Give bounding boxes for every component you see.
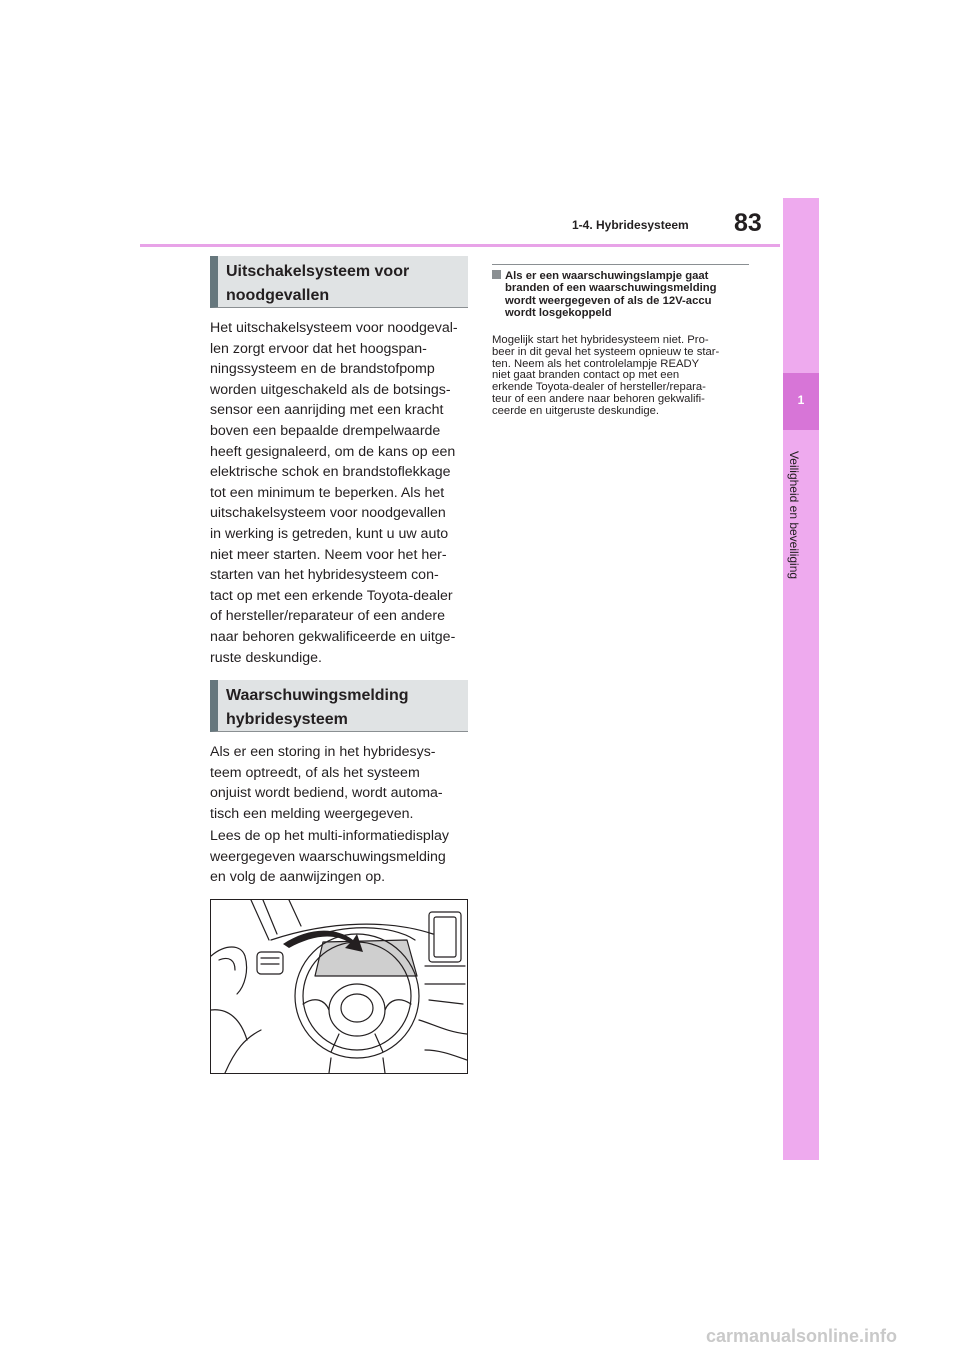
text-line: in werking is getreden, kunt u uw auto (210, 525, 449, 542)
heading-line: noodgevallen (226, 287, 330, 304)
text-line: of hersteller/reparateur of een andere (210, 608, 446, 625)
square-bullet-icon (492, 270, 501, 279)
text-line: teem optreedt, of als het systeem (210, 764, 420, 781)
text-line: en volg de aanwijzingen op. (210, 869, 386, 886)
watermark: carmanualsonline.info (706, 1326, 898, 1346)
note-body-line: Mogelijk start het hybridesysteem niet. Pro- (492, 334, 709, 346)
dashboard-drawing (211, 900, 467, 1073)
section-heading-emergency-shutoff (210, 256, 468, 308)
text-line: tact op met een erkende Toyota-dealer (210, 587, 453, 604)
text-line: naar behoren gekwalificeerde en uitge- (210, 628, 456, 645)
note-body-line: teur of een andere naar behoren gekwalifi- (492, 392, 705, 405)
note-body-line: beer in dit geval het systeem opnieuw te star- (492, 345, 720, 358)
note-body-line: niet gaat branden contact op met een (492, 369, 680, 382)
text-line: ningssysteem en de brandstofpomp (210, 361, 435, 378)
section-heading-hybrid-warning (210, 680, 468, 732)
heading-line: Waarschuwingsmelding (226, 687, 409, 704)
text-line: worden uitgeschakeld als de botsings- (210, 381, 451, 398)
text-line: tot een minimum te beperken. Als het (210, 484, 445, 501)
text-line: onjuist wordt bediend, wordt automa- (210, 785, 443, 802)
text-line: ruste deskundige. (210, 649, 322, 666)
text-line: weergegeven waarschuwingsmelding (210, 848, 446, 865)
paragraph-read-message (210, 826, 472, 888)
text-line: tisch een melding weergegeven. (210, 805, 414, 822)
text-line: Lees de op het multi-informatiedisplay (210, 828, 449, 844)
text-line: starten van het hybridesysteem con- (210, 567, 439, 584)
dashboard-illustration (210, 899, 468, 1074)
note-body-line: ten. Neem als het controlelampje READY (492, 357, 700, 370)
chapter-side-tab[interactable] (783, 198, 819, 1160)
text-line: niet meer starten. Neem voor het her- (210, 546, 447, 563)
note-title-line-first (492, 270, 752, 282)
text-line: elektrische schok en brandstoflekkage (210, 464, 451, 481)
header-rule (140, 244, 780, 247)
text-line: Het uitschakelsysteem voor noodgeval- (210, 320, 458, 336)
note-rule (492, 264, 749, 265)
section-label: 1-4. Hybridesysteem (572, 218, 689, 232)
text-line: Als er een storing in het hybridesys- (210, 744, 436, 760)
cluster-display (315, 940, 417, 976)
page-number: 83 (734, 209, 762, 237)
note-body-line: ceerde en uitgeruste deskundige. (492, 404, 660, 417)
note-title-line: wordt weergegeven of als de 12V-accu (505, 294, 712, 307)
heading-line: hybridesysteem (226, 711, 348, 728)
chapter-title: Veiligheid en beveiliging (787, 450, 801, 580)
chapter-number: 1 (797, 393, 805, 407)
text-line: heeft gesignaleerd, om de kans op een (210, 443, 456, 460)
note-title-line: wordt losgekoppeld (505, 307, 612, 320)
paragraph-hybrid-warning (210, 742, 472, 824)
text-line: boven een bepaalde drempelwaarde (210, 422, 441, 439)
note-title-text: Als er een waarschuwingslampje gaat (505, 270, 709, 282)
paragraph-emergency-shutoff (210, 318, 472, 668)
heading-line: Uitschakelsysteem voor (226, 263, 410, 280)
text-line: sensor een aanrijding met een kracht (210, 402, 444, 419)
note-title (492, 270, 752, 320)
note-body-line: erkende Toyota-dealer of hersteller/repara- (492, 381, 706, 394)
note-title-line: branden of een waarschuwingsmelding (505, 282, 717, 295)
text-line: len zorgt ervoor dat het hoogspan- (210, 340, 427, 357)
note-body (492, 335, 754, 418)
text-line: uitschakelsysteem voor noodgevallen (210, 505, 446, 522)
